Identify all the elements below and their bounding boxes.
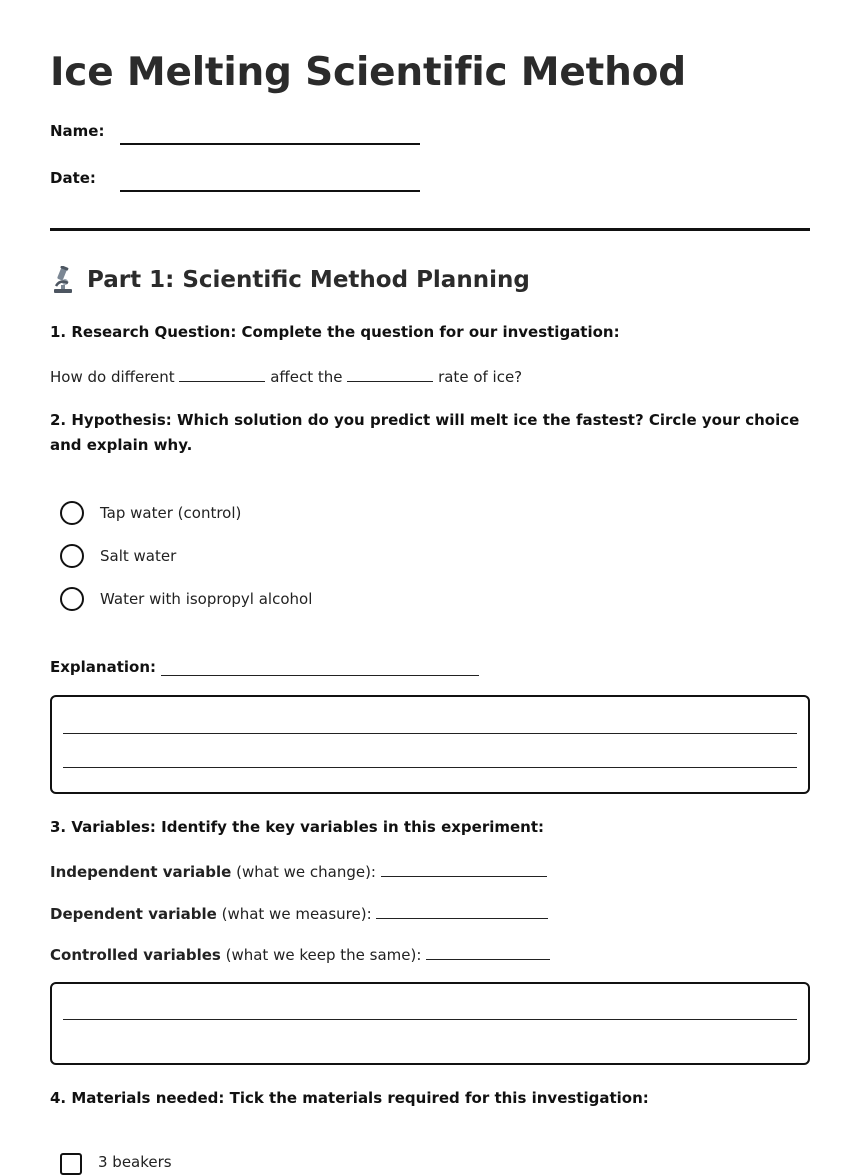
answer-line xyxy=(63,733,797,734)
controlled-variables-hint: (what we keep the same): xyxy=(225,946,422,964)
q1-blank-2[interactable] xyxy=(347,366,433,382)
independent-variable-label: Independent variable xyxy=(50,863,232,881)
dependent-variable-blank[interactable] xyxy=(376,903,548,919)
q2-prompt: 2. Hypothesis: Which solution do you predict will melt ice the fastest? Circle your choice and explain why. xyxy=(50,411,800,454)
variables-answer-box[interactable] xyxy=(50,982,810,1065)
controlled-variables-label: Controlled variables xyxy=(50,946,221,964)
radio-circle[interactable] xyxy=(60,501,84,525)
date-label: Date: xyxy=(50,169,96,187)
part1-heading xyxy=(50,266,530,294)
q1-research-question xyxy=(50,366,522,386)
controlled-variables-blank[interactable] xyxy=(426,944,550,960)
dependent-variable-row xyxy=(50,903,548,923)
dependent-variable-label: Dependent variable xyxy=(50,905,217,923)
q1-blank-1[interactable] xyxy=(179,366,265,382)
worksheet-title: Ice Melting Scientific Method xyxy=(50,50,686,95)
answer-line xyxy=(63,1019,797,1020)
hypothesis-option-tap-water[interactable] xyxy=(60,501,241,525)
part1-heading-text: Part 1: Scientific Method Planning xyxy=(87,267,530,293)
explanation-answer-box[interactable] xyxy=(50,695,810,794)
name-label: Name: xyxy=(50,122,105,140)
q1-prompt: 1. Research Question: Complete the question for our investigation: xyxy=(50,323,620,341)
q4-prompt: 4. Materials needed: Tick the materials required for this investigation: xyxy=(50,1089,649,1107)
q1-text-part3: rate of ice? xyxy=(438,368,523,386)
q1-text-part2: affect the xyxy=(270,368,343,386)
q1-text-part1: How do different xyxy=(50,368,175,386)
option-label: Salt water xyxy=(100,547,177,565)
header-divider xyxy=(50,228,810,231)
explanation-label: Explanation: xyxy=(50,658,157,676)
materials-checkbox[interactable] xyxy=(60,1153,82,1175)
explanation-row xyxy=(50,658,479,676)
microscope-icon xyxy=(50,266,76,294)
radio-circle[interactable] xyxy=(60,544,84,568)
q3-prompt: 3. Variables: Identify the key variables in this experiment: xyxy=(50,818,545,836)
materials-item-label: 3 beakers xyxy=(98,1153,172,1171)
date-field[interactable] xyxy=(120,190,420,192)
hypothesis-option-alcohol[interactable] xyxy=(60,587,312,611)
radio-circle[interactable] xyxy=(60,587,84,611)
explanation-blank[interactable] xyxy=(161,660,479,676)
hypothesis-option-salt-water[interactable] xyxy=(60,544,176,568)
name-field[interactable] xyxy=(120,143,420,145)
independent-variable-row xyxy=(50,861,547,881)
independent-variable-hint: (what we change): xyxy=(236,863,376,881)
independent-variable-blank[interactable] xyxy=(381,861,547,877)
dependent-variable-hint: (what we measure): xyxy=(221,905,372,923)
answer-line xyxy=(63,767,797,768)
option-label: Tap water (control) xyxy=(100,504,242,522)
controlled-variables-row xyxy=(50,944,550,964)
option-label: Water with isopropyl alcohol xyxy=(100,590,313,608)
